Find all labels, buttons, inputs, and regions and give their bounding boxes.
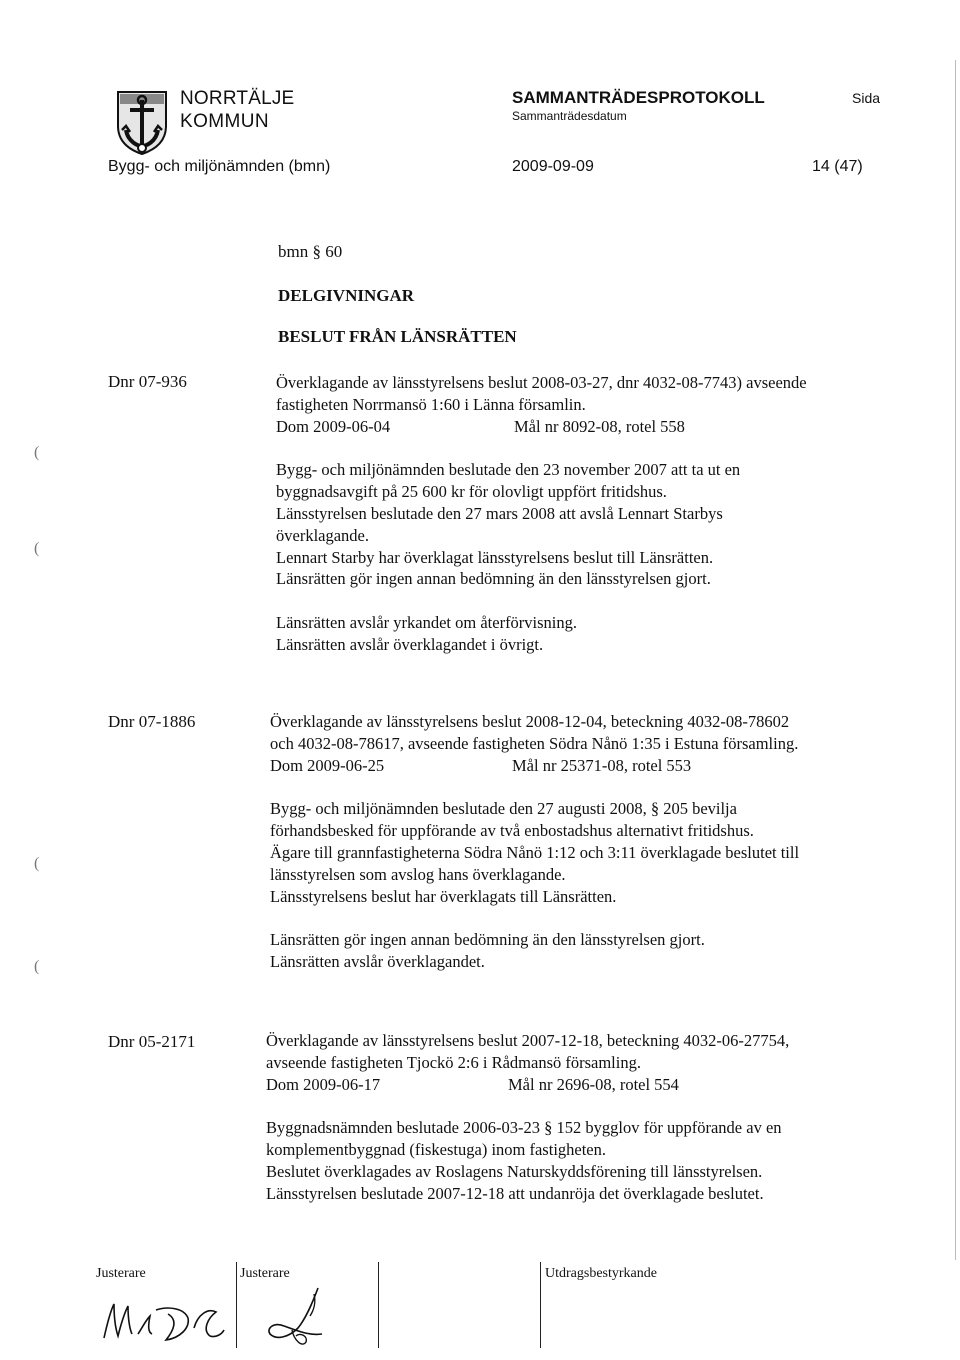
scan-artifact: ( (34, 958, 40, 975)
case-3-body-line: Beslutet överklagades av Roslagens Naturskyddsförening till länsstyrelsen. (266, 1161, 763, 1181)
committee-name: Bygg- och miljönämnden (bmn) (108, 158, 331, 175)
case-2-block (270, 711, 799, 973)
certification-label: Utdragsbestyrkande (545, 1266, 657, 1281)
page-label: Sida (852, 90, 881, 106)
org-name-line2: KOMMUN (180, 111, 269, 132)
case-3-dnr: Dnr 05-2171 (108, 1032, 196, 1051)
scan-artifact: ( (34, 540, 40, 557)
section-heading: DELGIVNINGAR (278, 286, 415, 305)
case-2-intro-line: och 4032-08-78617, avseende fastigheten Södra Nånö 1:35 i Estuna församling. (270, 733, 799, 753)
document-subtitle: Sammanträdesdatum (512, 109, 627, 123)
case-3-body-line: komplementbyggnad (fiskestuga) inom fastigheten. (266, 1140, 607, 1160)
case-2-body-line: Ägare till grannfastigheterna Södra Nånö 1:12 och 3:11 överklagade beslutet till (270, 842, 800, 862)
case-1-body-line: Lennart Starby har överklagat länsstyrelsens beslut till Länsrätten. (276, 547, 714, 567)
case-2-body-line: Länsstyrelsens beslut har överklagats till Länsrätten. (270, 886, 617, 906)
case-1-body-line: byggnadsavgift på 25 600 kr för olovligt uppfört fritidshus. (276, 482, 667, 502)
signature-2 (256, 1284, 346, 1354)
signature-divider-2 (378, 1262, 379, 1348)
case-3-intro-line: Överklagande av länsstyrelsens beslut 2007-12-18, beteckning 4032-06-27754, (266, 1031, 790, 1050)
signer-label-2: Justerare (240, 1266, 290, 1281)
scan-artifact: ( (34, 855, 40, 872)
case-1-body-line: Bygg- och miljönämnden beslutade den 23 november 2007 att ta ut en (276, 460, 741, 480)
municipality-logo (112, 86, 172, 156)
case-1-judgment-date: Dom 2009-06-04 (276, 416, 391, 436)
org-name-line1: NORRTÄLJE (180, 88, 295, 109)
case-1-decision-line: Länsrätten avslår överklagandet i övrigt. (276, 634, 544, 654)
case-2-intro-line: Överklagande av länsstyrelsens beslut 2008-12-04, beteckning 4032-08-78602 (270, 712, 790, 731)
case-2-body-line: Bygg- och miljönämnden beslutade den 27 augusti 2008, § 205 bevilja (270, 799, 737, 819)
signature-divider-3 (540, 1262, 541, 1348)
case-1-case-number: Mål nr 8092-08, rotel 558 (514, 416, 685, 436)
section-subheading: BESLUT FRÅN LÄNSRÄTTEN (278, 327, 517, 346)
document-title: SAMMANTRÄDESPROTOKOLL (512, 88, 765, 107)
case-1-body-line: Länsstyrelsen beslutade den 27 mars 2008 att avslå Lennart Starbys (276, 503, 723, 523)
case-3-block (266, 1030, 789, 1205)
case-1-block (276, 372, 807, 656)
signature-1 (98, 1290, 228, 1350)
case-3-intro-line: avseende fastigheten Tjockö 2:6 i Rådmansö församling. (266, 1052, 641, 1072)
meeting-date: 2009-09-09 (512, 158, 594, 175)
scan-edge-line (955, 60, 956, 1260)
case-2-case-number: Mål nr 25371-08, rotel 553 (512, 755, 692, 775)
case-1-body-line: överklagande. (276, 525, 369, 545)
case-2-judgment-date: Dom 2009-06-25 (270, 755, 385, 775)
case-1-decision-line: Länsrätten avslår yrkandet om återförvisning. (276, 613, 578, 633)
page-number: 14 (47) (812, 158, 863, 175)
signature-divider-1 (236, 1262, 237, 1348)
case-1-dnr: Dnr 07-936 (108, 372, 187, 391)
paragraph-reference: bmn § 60 (278, 242, 343, 261)
case-2-dnr: Dnr 07-1886 (108, 712, 196, 731)
case-2-body-line: förhandsbesked för uppförande av två enbostadshus alternativt fritidshus. (270, 821, 754, 841)
signer-label-1: Justerare (96, 1266, 146, 1281)
case-3-body-line: Länsstyrelsen beslutade 2007-12-18 att undanröja det överklagade beslutet. (266, 1183, 764, 1203)
case-1-intro-line: Överklagande av länsstyrelsens beslut 2008-03-27, dnr 4032-08-7743) avseende (276, 373, 807, 392)
case-3-judgment-date: Dom 2009-06-17 (266, 1074, 381, 1094)
case-1-intro-line: fastigheten Norrmansö 1:60 i Länna församlin. (276, 394, 586, 414)
case-1-body-line: Länsrätten gör ingen annan bedömning än den länsstyrelsen gjort. (276, 569, 711, 589)
case-3-case-number: Mål nr 2696-08, rotel 554 (508, 1074, 679, 1094)
scan-artifact: ( (34, 444, 40, 461)
case-2-decision-line: Länsrätten avslår överklagandet. (270, 952, 485, 972)
case-2-decision-line: Länsrätten gör ingen annan bedömning än den länsstyrelsen gjort. (270, 930, 705, 950)
case-2-body-line: länsstyrelsen som avslog hans överklagande. (270, 864, 566, 884)
case-3-body-line: Byggnadsnämnden beslutade 2006-03-23 § 152 bygglov för uppförande av en (266, 1118, 782, 1138)
